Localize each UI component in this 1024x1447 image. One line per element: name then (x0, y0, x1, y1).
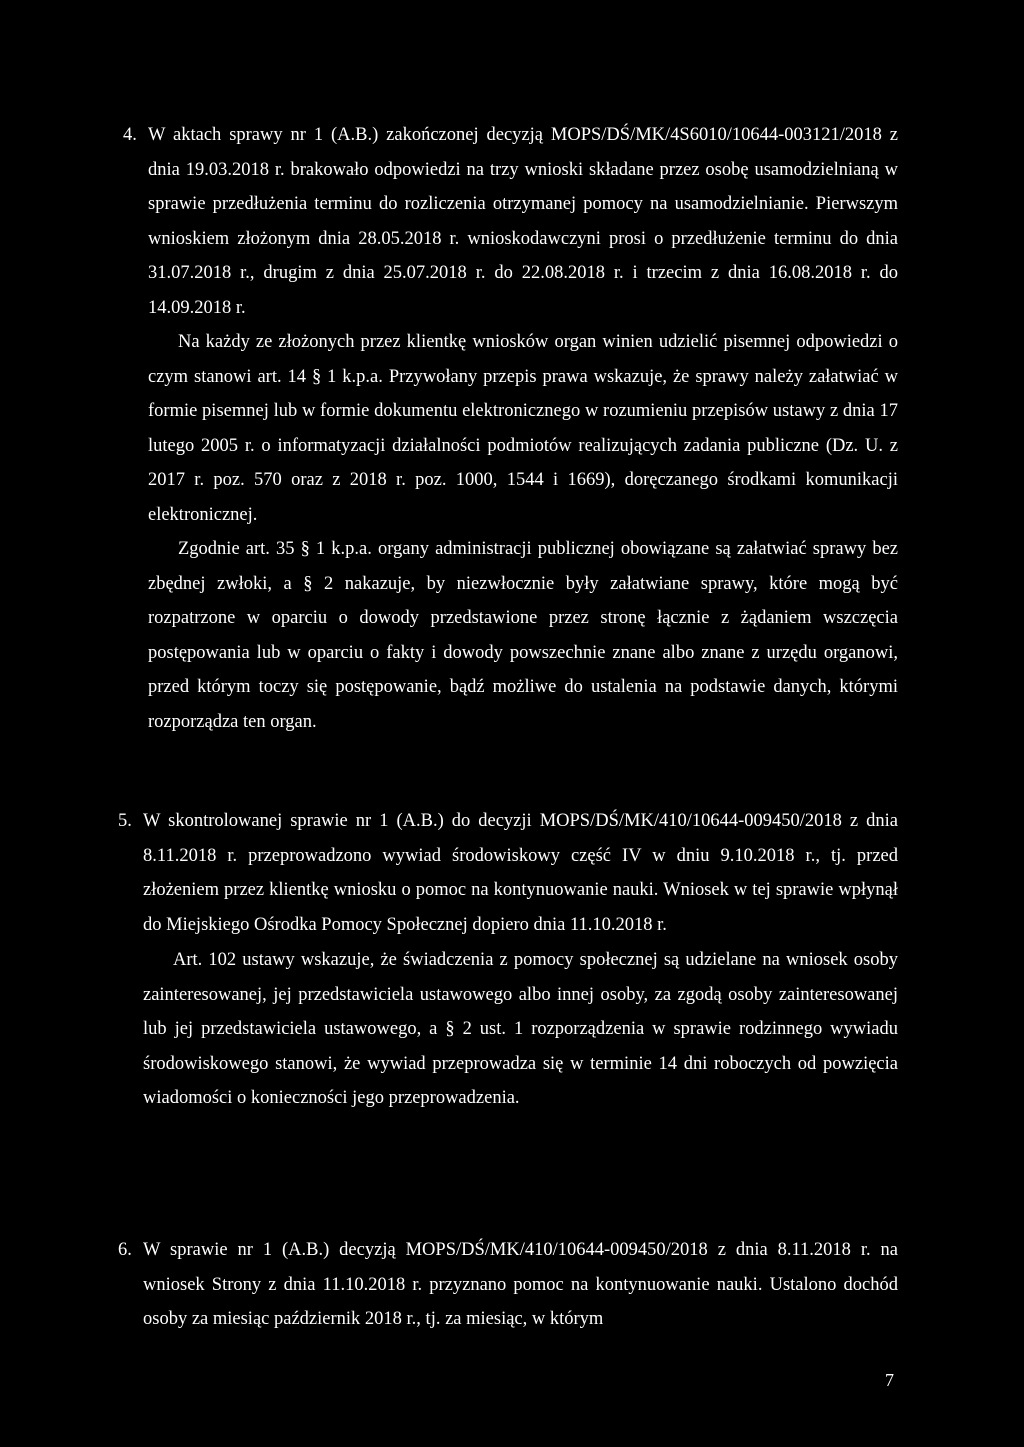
paragraph: Zgodnie art. 35 § 1 k.p.a. organy administracji publicznej obowiązane są załatwiać sprawy bez zbędnej zwłoki, a § 2 nakazuje, by niezwłocznie były załatwiane sprawy, które mogą być rozpatrzone w oparciu o dowody przedstawione przez stronę łącznie z żądaniem wszczęcia postępowania lub w oparciu o fakty i dowody powszechnie znane albo znane z urzędu organowi, przed którym toczy się postępowanie, bądź możliwe do ustalenia na podstawie danych, którymi rozporządza ten organ. (148, 539, 898, 732)
paragraph: W aktach sprawy nr 1 (A.B.) zakończonej decyzją MOPS/DŚ/MK/4S6010/10644-003121/2018 z dnia 19.03.2018 r. brakowało odpowiedzi na trzy wnioski składane przez osobę usamodzielnianą w sprawie przedłużenia terminu do rozliczenia otrzymanej pomocy na usamodzielnianie. Pierwszym wnioskiem złożonym dnia 28.05.2018 r. wnioskodawczyni prosi o przedłużenie terminu do dnia 31.07.2018 r., drugim z dnia 25.07.2018 r. do 22.08.2018 r. i trzecim z dnia 16.08.2018 r. do 14.09.2018 r. (148, 125, 898, 318)
paragraph: W sprawie nr 1 (A.B.) decyzją MOPS/DŚ/MK/410/10644-009450/2018 z dnia 8.11.2018 r. na wniosek Strony z dnia 11.10.2018 r. przyznano pomoc na kontynuowanie nauki. Ustalono dochód osoby za miesiąc październik 2018 r., tj. za miesiąc, w którym (143, 1240, 898, 1329)
section-4 (123, 118, 898, 739)
paragraph: W skontrolowanej sprawie nr 1 (A.B.) do decyzji MOPS/DŚ/MK/410/10644-009450/2018 z dnia 8.11.2018 r. przeprowadzono wywiad środowiskowy część IV w dniu 9.10.2018 r., tj. przed złożeniem przez klientkę wniosku o pomoc na kontynuowanie nauki. Wniosek w tej sprawie wpłynął do Miejskiego Ośrodka Pomocy Społecznej dopiero dnia 11.10.2018 r. (143, 811, 898, 935)
section-6 (118, 1233, 898, 1337)
page-number: 7 (885, 1370, 894, 1390)
section-body (143, 1233, 898, 1337)
section-number: 4. (123, 125, 137, 145)
section-5 (118, 804, 898, 1116)
paragraph: Art. 102 ustawy wskazuje, że świadczenia z pomocy społecznej są udzielane na wniosek osoby zainteresowanej, jej przedstawiciela ustawowego albo innej osoby, za zgodą osoby zainteresowanej lub jej przedstawiciela ustawowego, a § 2 ust. 1 rozporządzenia w sprawie rodzinnego wywiadu środowiskowego stanowi, że wywiad przeprowadza się w terminie 14 dni roboczych od powzięcia wiadomości o konieczności jego przeprowadzenia. (143, 950, 898, 1108)
section-body (143, 804, 898, 1116)
section-number: 5. (118, 811, 132, 831)
paragraph: Na każdy ze złożonych przez klientkę wniosków organ winien udzielić pisemnej odpowiedzi o czym stanowi art. 14 § 1 k.p.a. Przywołany przepis prawa wskazuje, że sprawy należy załatwiać w formie pisemnej lub w formie dokumentu elektronicznego w rozumieniu przepisów ustawy z dnia 17 lutego 2005 r. o informatyzacji działalności podmiotów realizujących zadania publiczne (Dz. U. z 2017 r. poz. 570 oraz z 2018 r. poz. 1000, 1544 i 1669), doręczanego środkami komunikacji elektronicznej. (148, 332, 898, 525)
section-number: 6. (118, 1240, 132, 1260)
section-body (148, 118, 898, 739)
